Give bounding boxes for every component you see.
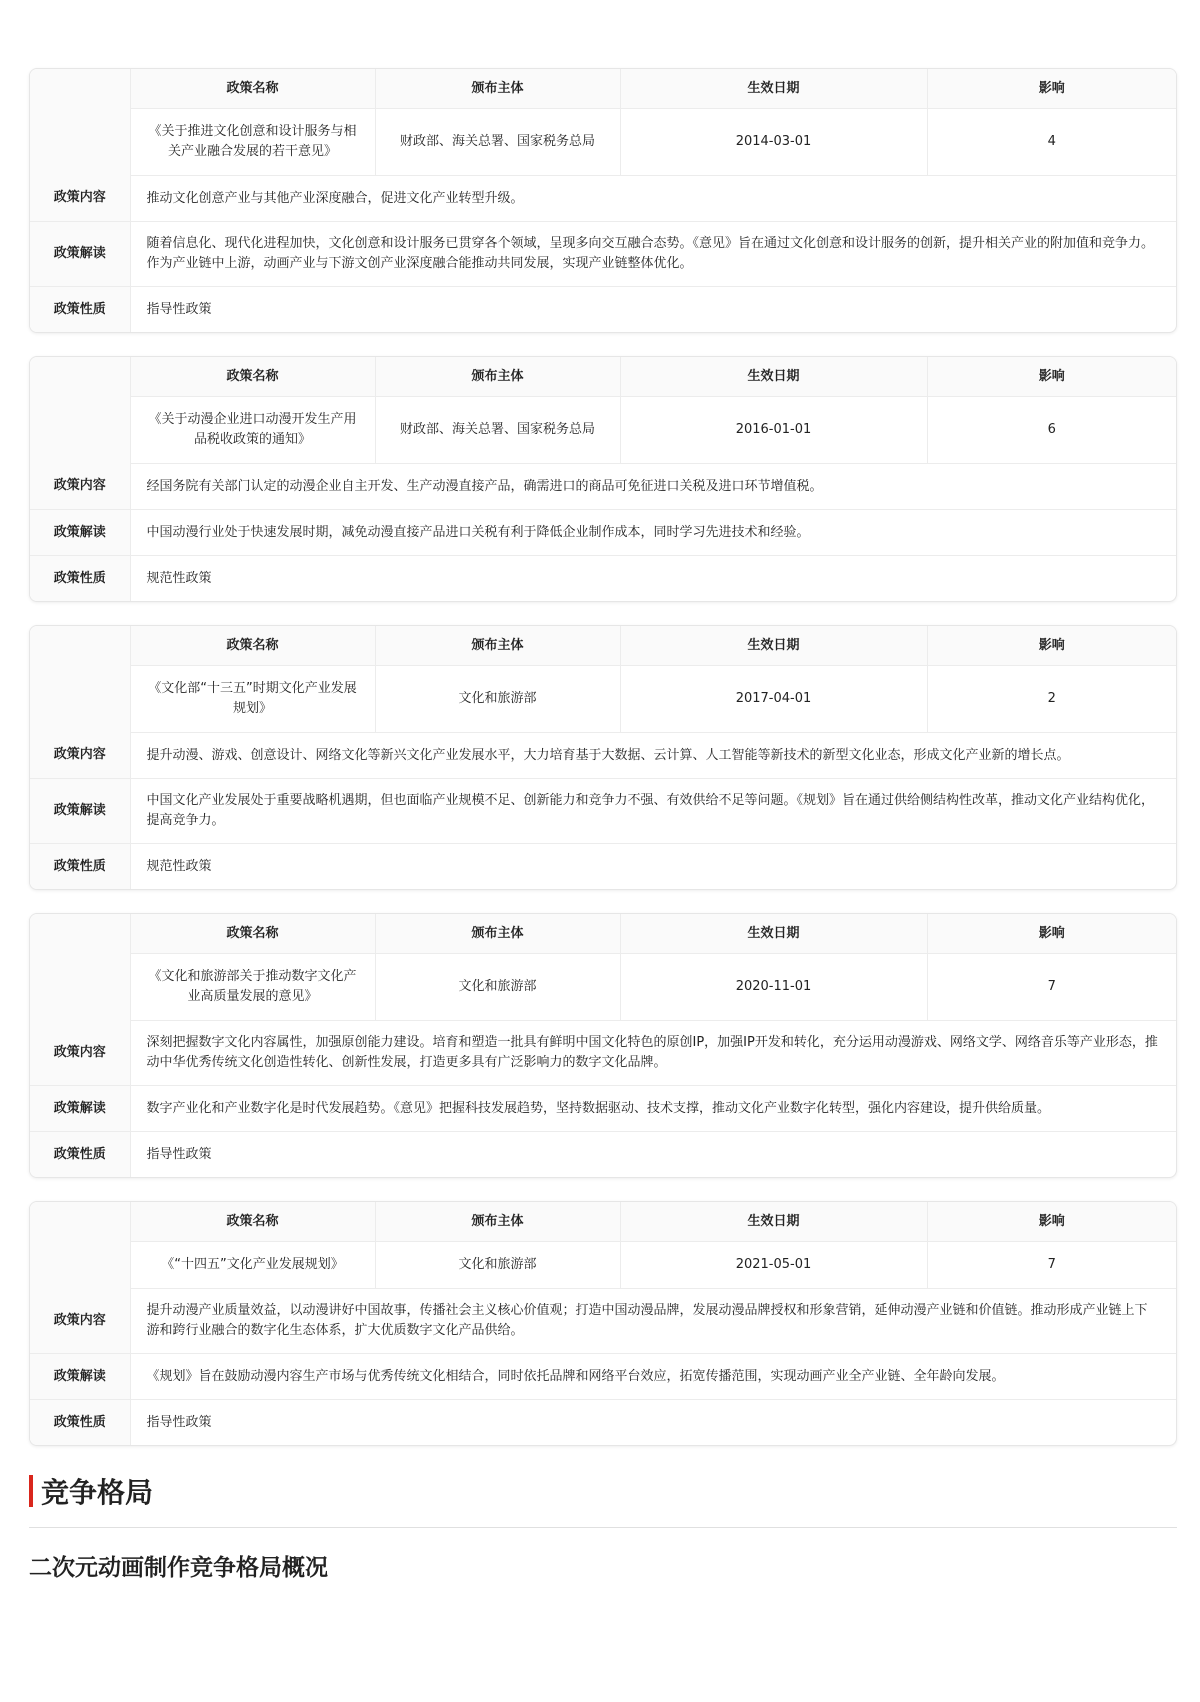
header-policy-name: 政策名称 <box>130 626 375 666</box>
empty-corner-cell <box>30 626 130 666</box>
label-content: 政策内容 <box>30 1021 130 1086</box>
policy-card <box>29 68 1177 333</box>
label-reading: 政策解读 <box>30 510 130 556</box>
header-effective-date: 生效日期 <box>620 914 927 954</box>
section-divider <box>29 1527 1177 1528</box>
header-issuer: 颁布主体 <box>375 357 620 397</box>
label-nature: 政策性质 <box>30 556 130 602</box>
empty-label-cell <box>30 666 130 733</box>
policy-nature-row <box>30 1132 1176 1178</box>
label-content: 政策内容 <box>30 733 130 779</box>
policy-value-row <box>30 954 1176 1021</box>
policy-reading-row <box>30 510 1176 556</box>
label-reading: 政策解读 <box>30 222 130 287</box>
header-policy-name: 政策名称 <box>130 69 375 109</box>
label-reading: 政策解读 <box>30 779 130 844</box>
header-effective-date: 生效日期 <box>620 69 927 109</box>
header-impact: 影响 <box>927 914 1176 954</box>
section-accent-bar <box>29 1475 33 1507</box>
label-nature: 政策性质 <box>30 1132 130 1178</box>
policy-nature: 指导性政策 <box>146 301 212 317</box>
header-issuer: 颁布主体 <box>375 626 620 666</box>
header-effective-date: 生效日期 <box>620 357 927 397</box>
label-content: 政策内容 <box>30 464 130 510</box>
policy-nature: 规范性政策 <box>146 858 212 874</box>
policy-impact: 7 <box>927 954 1176 1021</box>
policy-card <box>29 356 1177 602</box>
header-effective-date: 生效日期 <box>620 1202 927 1242</box>
header-effective-date: 生效日期 <box>620 626 927 666</box>
header-impact: 影响 <box>927 357 1176 397</box>
policy-nature: 指导性政策 <box>146 1146 212 1162</box>
policy-name: 《关于动漫企业进口动漫开发生产用品税收政策的通知》 <box>130 397 375 464</box>
policy-value-row <box>30 1242 1176 1289</box>
policy-value-row <box>30 666 1176 733</box>
empty-label-cell <box>30 954 130 1021</box>
policy-impact: 4 <box>927 109 1176 176</box>
label-reading: 政策解读 <box>30 1354 130 1400</box>
policy-impact: 2 <box>927 666 1176 733</box>
policy-issuer: 财政部、海关总署、国家税务总局 <box>375 397 620 464</box>
label-content: 政策内容 <box>30 176 130 222</box>
policy-reading: 中国动漫行业处于快速发展时期，减免动漫直接产品进口关税有利于降低企业制作成本，同时学习先进技术和经验。 <box>130 510 1176 556</box>
section-heading <box>29 1469 1177 1513</box>
policy-nature: 规范性政策 <box>146 570 212 586</box>
policy-content-row <box>30 176 1176 222</box>
header-issuer: 颁布主体 <box>375 914 620 954</box>
policy-table <box>30 357 1176 601</box>
policy-table <box>30 626 1176 889</box>
policy-date: 2017-04-01 <box>620 666 927 733</box>
empty-label-cell <box>30 1242 130 1289</box>
policy-issuer: 文化和旅游部 <box>375 1242 620 1289</box>
policy-reading: 随着信息化、现代化进程加快，文化创意和设计服务已贯穿各个领域，呈现多向交互融合态势。《意见》旨在通过文化创意和设计服务的创新，提升相关产业的附加值和竞争力。作为产业链中上游，动画产业与下游文创产业深度融合能推动共同发展，实现产业链整体优化。 <box>130 222 1176 287</box>
policy-header-row <box>30 914 1176 954</box>
label-content: 政策内容 <box>30 1289 130 1354</box>
empty-corner-cell <box>30 1202 130 1242</box>
policy-content: 推动文化创意产业与其他产业深度融合，促进文化产业转型升级。 <box>130 176 1176 222</box>
policy-content: 深刻把握数字文化内容属性，加强原创能力建设。培育和塑造一批具有鲜明中国文化特色的原创IP，加强IP开发和转化，充分运用动漫游戏、网络文学、网络音乐等产业形态，推动中华优秀传统文化创造性转化、创新性发展，打造更多具有广泛影响力的数字文化品牌。 <box>130 1021 1176 1086</box>
policy-impact: 6 <box>927 397 1176 464</box>
label-nature: 政策性质 <box>30 844 130 890</box>
policy-reading-row <box>30 222 1176 287</box>
policy-date: 2016-01-01 <box>620 397 927 464</box>
policy-reading-row <box>30 1086 1176 1132</box>
policy-value-row <box>30 397 1176 464</box>
policy-content-row <box>30 1021 1176 1086</box>
policy-date: 2014-03-01 <box>620 109 927 176</box>
policy-table <box>30 1202 1176 1445</box>
policy-table <box>30 914 1176 1177</box>
header-impact: 影响 <box>927 626 1176 666</box>
policy-content-row <box>30 733 1176 779</box>
policy-nature-row <box>30 287 1176 333</box>
header-issuer: 颁布主体 <box>375 1202 620 1242</box>
policy-issuer: 文化和旅游部 <box>375 666 620 733</box>
policy-nature-row <box>30 1400 1176 1446</box>
policy-nature-row <box>30 556 1176 602</box>
header-policy-name: 政策名称 <box>130 357 375 397</box>
policy-nature-row <box>30 844 1176 890</box>
policy-table <box>30 69 1176 332</box>
empty-corner-cell <box>30 357 130 397</box>
policy-header-row <box>30 626 1176 666</box>
policy-name: 《文化和旅游部关于推动数字文化产业高质量发展的意见》 <box>130 954 375 1021</box>
policy-header-row <box>30 1202 1176 1242</box>
empty-label-cell <box>30 397 130 464</box>
header-issuer: 颁布主体 <box>375 69 620 109</box>
policy-name: 《关于推进文化创意和设计服务与相关产业融合发展的若干意见》 <box>130 109 375 176</box>
policy-card <box>29 625 1177 890</box>
header-impact: 影响 <box>927 1202 1176 1242</box>
empty-corner-cell <box>30 69 130 109</box>
policy-content-row <box>30 1289 1176 1354</box>
policy-nature: 指导性政策 <box>146 1414 212 1430</box>
policy-reading: 数字产业化和产业数字化是时代发展趋势。《意见》把握科技发展趋势，坚持数据驱动、技术支撑，推动文化产业数字化转型，强化内容建设，提升供给质量。 <box>130 1086 1176 1132</box>
policy-card <box>29 913 1177 1178</box>
policy-reading-row <box>30 1354 1176 1400</box>
policy-reading: 中国文化产业发展处于重要战略机遇期，但也面临产业规模不足、创新能力和竞争力不强、有效供给不足等问题。《规划》旨在通过供给侧结构性改革，推动文化产业结构优化，提高竞争力。 <box>130 779 1176 844</box>
section-title: 竞争格局 <box>41 1476 154 1509</box>
policy-reading: 《规划》旨在鼓励动漫内容生产市场与优秀传统文化相结合，同时依托品牌和网络平台效应，拓宽传播范围，实现动画产业全产业链、全年龄向发展。 <box>130 1354 1176 1400</box>
policy-header-row <box>30 357 1176 397</box>
header-policy-name: 政策名称 <box>130 1202 375 1242</box>
policy-impact: 7 <box>927 1242 1176 1289</box>
policy-content-row <box>30 464 1176 510</box>
policy-reading-row <box>30 779 1176 844</box>
header-impact: 影响 <box>927 69 1176 109</box>
label-nature: 政策性质 <box>30 1400 130 1446</box>
label-reading: 政策解读 <box>30 1086 130 1132</box>
empty-label-cell <box>30 109 130 176</box>
label-nature: 政策性质 <box>30 287 130 333</box>
policy-header-row <box>30 69 1176 109</box>
section-subtitle: 二次元动画制作竞争格局概况 <box>29 1555 328 1581</box>
policy-value-row <box>30 109 1176 176</box>
policy-date: 2021-05-01 <box>620 1242 927 1289</box>
policy-date: 2020-11-01 <box>620 954 927 1021</box>
policy-issuer: 文化和旅游部 <box>375 954 620 1021</box>
policy-page <box>29 68 1177 1582</box>
header-policy-name: 政策名称 <box>130 914 375 954</box>
policy-content: 经国务院有关部门认定的动漫企业自主开发、生产动漫直接产品，确需进口的商品可免征进口关税及进口环节增值税。 <box>130 464 1176 510</box>
policy-issuer: 财政部、海关总署、国家税务总局 <box>375 109 620 176</box>
policy-card <box>29 1201 1177 1446</box>
policy-content: 提升动漫、游戏、创意设计、网络文化等新兴文化产业发展水平，大力培育基于大数据、云计算、人工智能等新技术的新型文化业态，形成文化产业新的增长点。 <box>130 733 1176 779</box>
policy-name: 《文化部“十三五”时期文化产业发展规划》 <box>130 666 375 733</box>
policy-name: 《“十四五”文化产业发展规划》 <box>130 1242 375 1289</box>
empty-corner-cell <box>30 914 130 954</box>
policy-content: 提升动漫产业质量效益，以动漫讲好中国故事，传播社会主义核心价值观；打造中国动漫品牌，发展动漫品牌授权和形象营销，延伸动漫产业链和价值链。推动形成产业链上下游和跨行业融合的数字化生态体系，扩大优质数字文化产品供给。 <box>130 1289 1176 1354</box>
